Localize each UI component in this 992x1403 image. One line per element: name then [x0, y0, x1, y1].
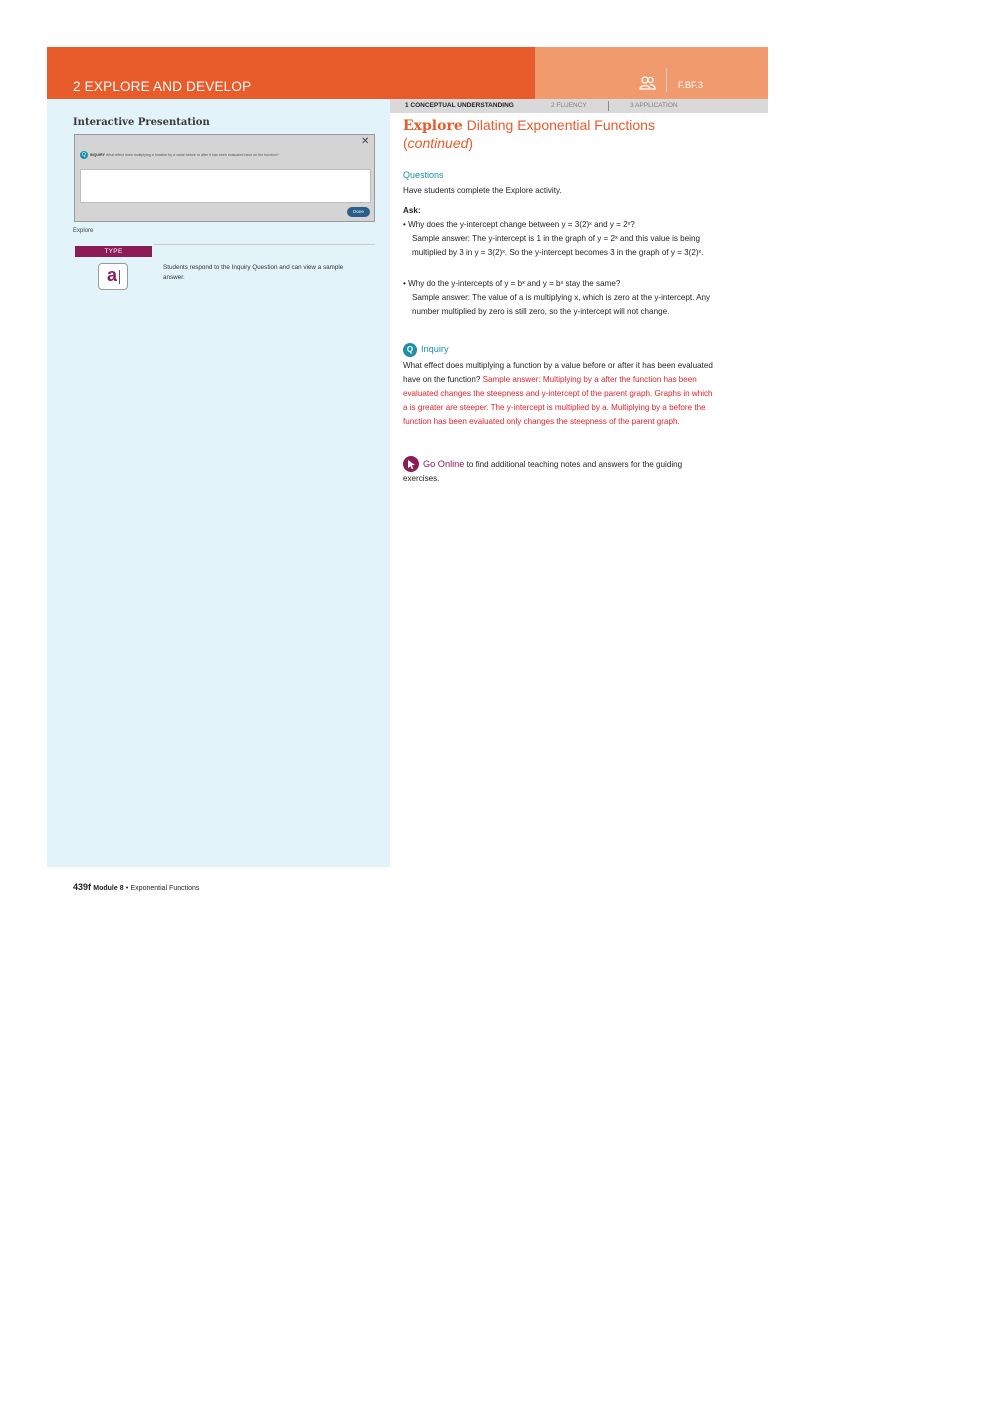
inquiry-answer: Sample answer: Multiplying by a after the function has been evaluated changes the steepness and y-intercept of the parent graph. Graphs in which a is greater are steeper. The y-intercept is multiplied by a. Multiplying by a before the function has been evaluated only changes the steepness of the parent graph.: [403, 375, 713, 426]
type-description: Students respond to the Inquiry Question and can view a sample answer.: [163, 264, 344, 281]
inquiry-question: What effect does multiplying a function by a value before or after it has been evaluated have on the function?: [403, 361, 713, 384]
type-label: TYPE: [75, 246, 152, 257]
done-button: Done: [347, 207, 370, 217]
go-online-note: Go Online to find additional teaching notes and answers for the guiding exercises.: [403, 459, 683, 483]
screenshot-inquiry-text: INQUIRY What effect does multiplying a function by a value before or after it has been evaluated have on the function?: [90, 153, 279, 157]
people-icon: [639, 76, 656, 90]
screenshot-caption: Explore: [73, 228, 94, 234]
tab-divider: [608, 101, 609, 111]
tab-conceptual-understanding[interactable]: 1 CONCEPTUAL UNDERSTANDING: [405, 102, 514, 109]
ask-label: Ask:: [403, 206, 421, 215]
question-2: • Why do the y-intercepts of y = bˣ and y = bˣ stay the same?: [403, 279, 621, 288]
section-title: 2 EXPLORE AND DEVELOP: [73, 79, 252, 94]
page-number: 439f: [73, 882, 92, 892]
topic-label: Exponential Functions: [130, 885, 200, 892]
close-icon: ✕: [361, 136, 370, 147]
questions-intro: Have students complete the Explore activity.: [403, 186, 562, 195]
inquiry-icon: Q: [80, 151, 88, 159]
tab-application[interactable]: 3 APPLICATION: [630, 102, 678, 109]
inquiry-heading: Inquiry: [421, 344, 449, 354]
interactive-presentation-title: Interactive Presentation: [73, 117, 210, 128]
question-1: • Why does the y-intercept change between y = 3(2)ˣ and y = 2ˣ?: [403, 220, 635, 229]
questions-heading: Questions: [403, 170, 444, 180]
screenshot-answer-box: [80, 169, 371, 203]
page-footer: 439f Module 8 • Exponential Functions: [73, 882, 200, 892]
inquiry-body: [403, 359, 713, 429]
divider: [154, 244, 375, 245]
tab-fluency[interactable]: 2 FLUENCY: [551, 102, 587, 109]
header-bar-right: [535, 47, 768, 99]
standard-code: F.BF.3: [678, 80, 704, 90]
header-divider: [666, 68, 667, 92]
answer-2: Sample answer: The value of a is multiplying x, which is zero at the y-intercept. Any number multiplied by zero is still zero, so the y-intercept will not change.: [412, 293, 711, 316]
page-title: Explore Dilating Exponential Functions (continued): [403, 117, 655, 151]
answer-1: Sample answer: The y-intercept is 1 in the graph of y = 2ˣ and this value is being multiplied by 3 in y = 3(2)ˣ. So the y-intercept becomes 3 in the graph of y = 3(2)ˣ.: [412, 234, 704, 257]
module-label: Module 8: [93, 885, 124, 892]
go-online-link[interactable]: Go Online: [423, 459, 465, 469]
text-response-icon: a: [98, 263, 128, 290]
inquiry-icon: Q: [403, 343, 417, 357]
